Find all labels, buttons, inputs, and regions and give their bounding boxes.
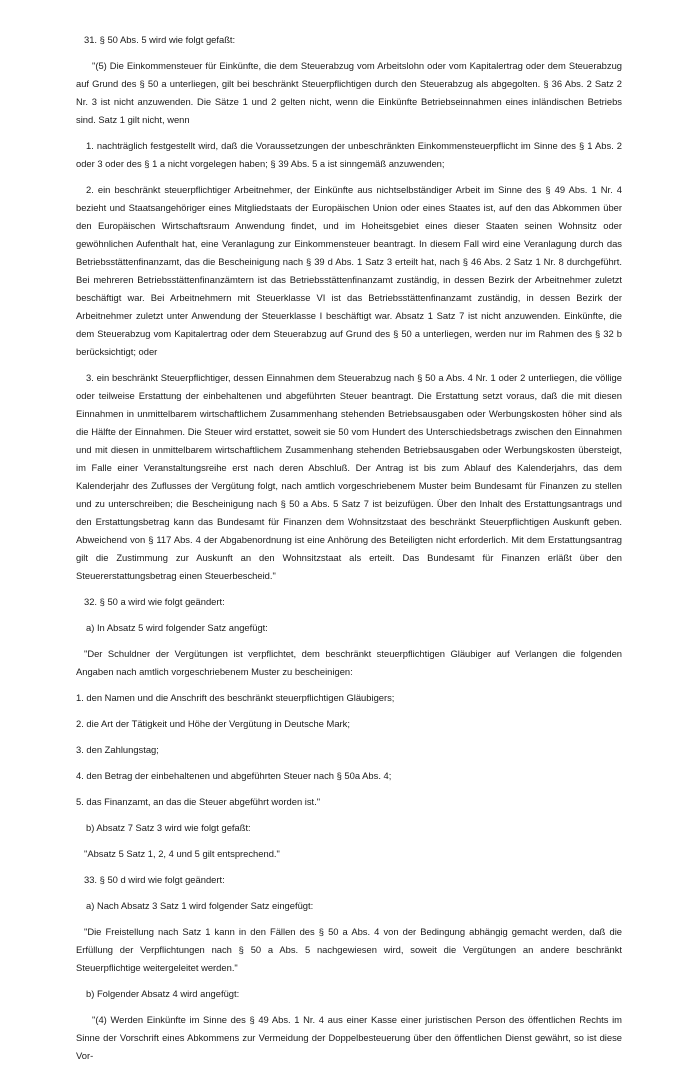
quoted-freistellung: "Die Freistellung nach Satz 1 kann in den Fällen des § 50 a Abs. 4 von der Bedingung abhängig gemacht werden, daß die Erfüllung der Verpflichtungen nach § 50 a Abs. 5 nachgewiesen wird, soweit die Vergütungen an andere beschränkt Steuerpflichtige weitergeleitet werden." (76, 926, 622, 973)
section-heading-31: 31. § 50 Abs. 5 wird wie folgt gefaßt: (84, 34, 236, 45)
subsection-b-heading: b) Absatz 7 Satz 3 wird wie folgt gefaßt: (86, 822, 251, 833)
numbered-item-4: 4. den Betrag der einbehaltenen und abgeführten Steuer nach § 50a Abs. 4; (76, 770, 392, 781)
list-item-3: 3. ein beschränkt Steuerpflichtiger, dessen Einnahmen dem Steuerabzug nach § 50 a Abs. 4 Nr. 1 oder 2 unterliegen, die völlige oder teilweise Erstattung der einbehaltenen und abgeführten Steuer beantragt. Die Erstattung setzt voraus, daß die mit diesen Einnahmen in unmittelbarem wirtschaftlichem Zusammenhang stehenden Betriebsausgaben oder Werbungskosten höher sind als die Hälfte der Einnahmen. Die Steuer wird erstattet, soweit sie 50 vom Hundert des Unterschiedsbetrags zwischen den Einnahmen und mit diesen in unmittelbarem wirtschaftlichem Zusammenhang stehenden Betriebsausgaben oder Werbungskosten übersteigt, im Falle einer Veranstaltungsreihe erst nach deren Abschluß. Der Antrag ist bis zum Ablauf des Kalenderjahrs, das dem Kalenderjahr des Zuflusses der Vergütung folgt, nach amtlich vorgeschriebenem Muster beim Bundesamt für Finanzen zu stellen und zu unterschreiben; die Bescheinigung nach § 50 a Abs. 5 Satz 7 ist beizufügen. Über den Inhalt des Erstattungsantrags und den Erstattungsbetrag kann das Bundesamt für Finanzen dem Wohnsitzstaat des beschränkt Steuerpflichtigen Auskunft geben. Abweichend von § 117 Abs. 4 der Abgabenordnung ist eine Anhörung des Beteiligten nicht erforderlich. Mit dem Erstattungsantrag gilt die Zustimmung zur Auskunft an den Wohnsitzstaat als erteilt. Das Bundesamt für Finanzen erläßt über den Steuererstattungsbetrag einen Steuerbescheid." (76, 372, 622, 581)
numbered-item-2: 2. die Art der Tätigkeit und Höhe der Vergütung in Deutsche Mark; (76, 718, 350, 729)
quoted-sentence: "Der Schuldner der Vergütungen ist verpflichtet, dem beschränkt steuerpflichtigen Gläubiger auf Verlangen die folgenden Angaben nach amtlich vorgeschriebenem Muster zu bescheinigen: (76, 648, 622, 677)
quoted-absatz5: "Absatz 5 Satz 1, 2, 4 und 5 gilt entsprechend." (84, 848, 280, 859)
section-heading-32: 32. § 50 a wird wie folgt geändert: (84, 596, 225, 607)
paragraph-abs4: "(4) Werden Einkünfte im Sinne des § 49 Abs. 1 Nr. 4 aus einer Kasse einer juristischen Person des öffentlichen Rechts im Sinne der Vorschrift eines Abkommens zur Vermeidung der Doppelbesteuerung über den öffentlichen Dienst gewährt, so ist diese Vor- (76, 1014, 622, 1061)
list-item-1: 1. nachträglich festgestellt wird, daß die Voraussetzungen der unbeschränkten Einkommensteuerpflicht im Sinne des § 1 Abs. 2 oder 3 oder des § 1 a nicht vorgelegen haben; § 39 Abs. 5 a ist sinngemäß anzuwenden; (76, 140, 622, 169)
subsection-a-heading-33: a) Nach Absatz 3 Satz 1 wird folgender Satz eingefügt: (86, 900, 314, 911)
section-heading-33: 33. § 50 d wird wie folgt geändert: (84, 874, 225, 885)
numbered-item-3: 3. den Zahlungstag; (76, 744, 159, 755)
list-item-2: 2. ein beschränkt steuerpflichtiger Arbeitnehmer, der Einkünfte aus nichtselbständiger Arbeit im Sinne des § 49 Abs. 1 Nr. 4 bezieht und Staatsangehöriger eines Mitgliedstaats der Europäischen Union oder eines Staates ist, auf den das Abkommen über den Europäischen Wirtschaftsraum Anwendung findet, und im Hoheitsgebiet eines dieser Staaten seinen Wohnsitz oder gewöhnlichen Aufenthalt hat, eine Veranlagung zur Einkommensteuer beantragt. In diesem Fall wird eine Veranlagung durch das Betriebsstättenfinanzamt, das die Bescheinigung nach § 39 d Abs. 1 Satz 3 erteilt hat, nach § 46 Abs. 2 Satz 1 Nr. 8 durchgeführt. Bei mehreren Betriebsstättenfinanzämtern ist das Betriebsstättenfinanzamt zuständig, in dessen Bezirk der Arbeitnehmer zuletzt beschäftigt war. Bei Arbeitnehmern mit Steuerklasse VI ist das Betriebsstättenfinanzamt zuständig, in dessen Bezirk der Arbeitnehmer zuletzt unter Anwendung der Steuerklasse I beschäftigt war. Absatz 1 Satz 7 ist nicht anzuwenden. Einkünfte, die dem Steuerabzug vom Kapitalertrag oder dem Steuerabzug auf Grund des § 50 a unterliegen, werden nur im Rahmen des § 32 b berücksichtigt; oder (76, 184, 622, 357)
subsection-a-heading: a) In Absatz 5 wird folgender Satz angefügt: (86, 622, 268, 633)
numbered-item-5: 5. das Finanzamt, an das die Steuer abgeführt worden ist." (76, 796, 321, 807)
numbered-item-1: 1. den Namen und die Anschrift des beschränkt steuerpflichtigen Gläubigers; (76, 692, 395, 703)
paragraph-abs5-intro: "(5) Die Einkommensteuer für Einkünfte, die dem Steuerabzug vom Arbeitslohn oder vom Kapitalertrag oder dem Steuerabzug auf Grund des § 50 a unterliegen, gilt bei beschränkt Steuerpflichtigen durch den Steuerabzug als abgegolten. § 36 Abs. 2 Satz 2 Nr. 3 ist nicht anzuwenden. Die Sätze 1 und 2 gelten nicht, wenn die Einkünfte Betriebseinnahmen eines inländischen Betriebs sind. Satz 1 gilt nicht, wenn (76, 60, 622, 125)
subsection-b-heading-33: b) Folgender Absatz 4 wird angefügt: (86, 988, 240, 999)
